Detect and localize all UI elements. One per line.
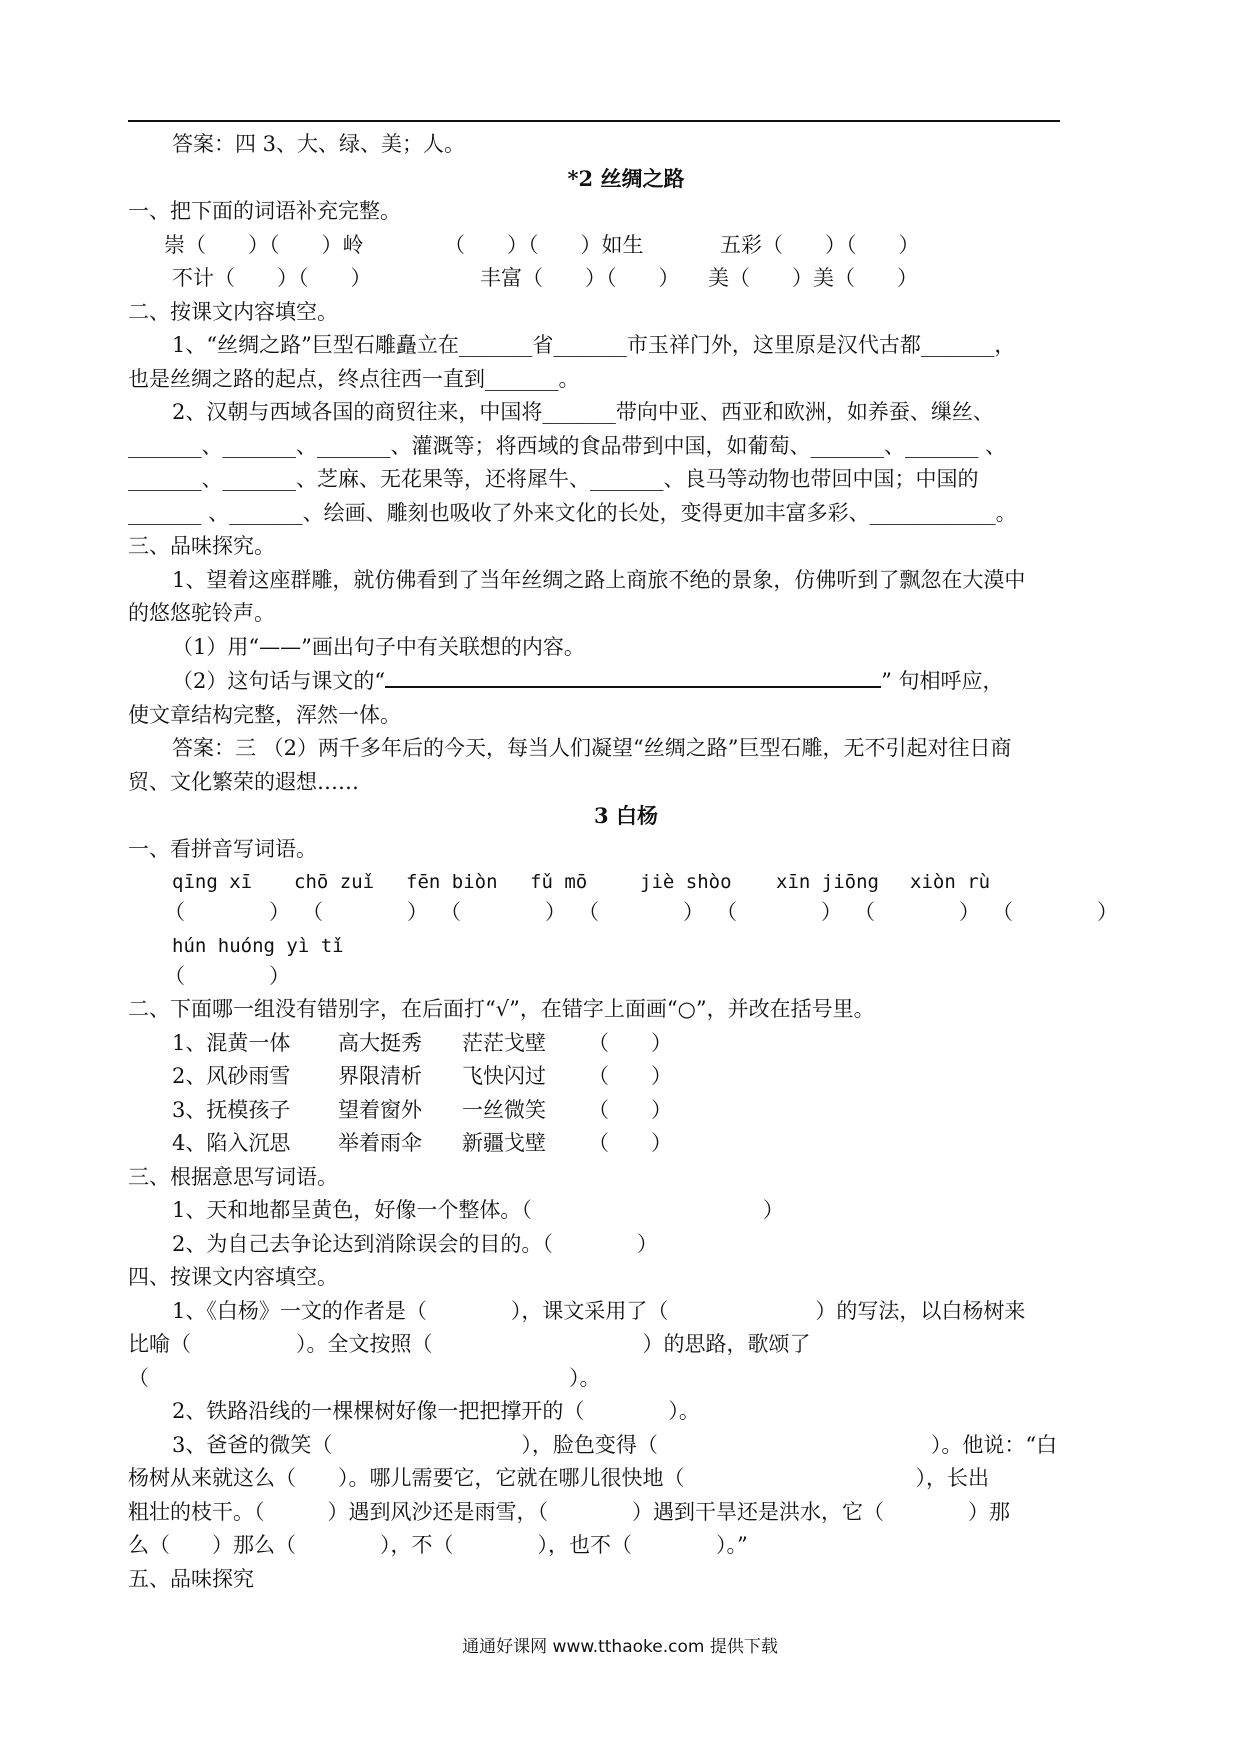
worksheet-content	[128, 128, 1124, 1596]
answer-paren: （ ）	[302, 900, 428, 924]
pinyin-row: hún huóng yì tǐ	[172, 934, 344, 957]
choice-item: 举着雨伞	[338, 1131, 422, 1155]
answer-paren: （ ）	[854, 900, 980, 924]
section-heading: 一、看拼音写词语。	[128, 836, 317, 861]
pinyin-item: xīn jiōng	[776, 871, 879, 893]
choice-item: 新疆戈壁	[462, 1131, 546, 1155]
question-line	[128, 664, 1124, 699]
fill-paragraph: 2、汉朝与西域各国的商贸往来，中国将_______带向中亚、西亚和欧洲，如养蚕、缫丝、	[172, 400, 994, 424]
pinyin-item: fēn biòn	[406, 871, 498, 893]
fill-paragraph: （ ）。	[128, 1365, 601, 1390]
pinyin-item: fǔ mō	[530, 871, 588, 893]
choice-item: 飞快闪过	[462, 1064, 546, 1088]
fill-paragraph: 么（ ）那么（ ），不（ ），也不（ ）。”	[128, 1533, 748, 1557]
word-item: 五彩（ ）（ ）	[720, 232, 920, 257]
fill-paragraph: 2、铁路沿线的一棵棵树好像一把把撑开的（ ）。	[172, 1399, 700, 1423]
choice-item: 4、陷入沉思	[172, 1131, 291, 1155]
word-row-1	[128, 229, 1124, 263]
word-item: 美（ ）美（ ）	[708, 266, 918, 290]
choice-item: 3、抚模孩子	[172, 1097, 291, 1122]
fill-paragraph: 1、“丝绸之路”巨型石雕矗立在_______省_______市玉祥门外，这里原是汉代古都_______，	[172, 333, 1016, 357]
pinyin-item: jiè shòo	[640, 871, 732, 893]
reading-paragraph: 的悠悠驼铃声。	[128, 601, 275, 625]
answer-line: 答案：四 3、大、绿、美；人。	[172, 132, 466, 156]
choice-item: 茫茫戈壁	[462, 1030, 546, 1055]
choice-paren: （ ）	[588, 1131, 672, 1155]
choice-paren: （ ）	[588, 1030, 672, 1055]
lesson3-title: 3 白杨	[594, 803, 658, 828]
answer-paren: （ ）	[992, 900, 1118, 924]
choice-row	[128, 1027, 1124, 1061]
paren-row	[128, 960, 1124, 994]
answer-paren: （ ）	[578, 900, 704, 924]
answer-paren: （ ）	[164, 900, 290, 924]
word-row-2	[128, 262, 1124, 296]
fill-paragraph: 粗壮的枝干。（ ）遇到风沙还是雨雪，（ ）遇到干旱还是洪水，它（ ）那	[128, 1499, 1010, 1524]
fill-paragraph: _______、_______、_______、灌溉等；将西域的食品带到中国，如葡萄、_______、_______ 、	[128, 433, 1007, 458]
choice-paren: （ ）	[588, 1097, 672, 1122]
fill-paragraph: _______ 、_______、绘画、雕刻也吸收了外来文化的长处，变得更加丰富多彩、____________。	[128, 500, 1017, 525]
answer-paren: （ ）	[716, 900, 842, 924]
choice-item: 2、风砂雨雪	[172, 1064, 291, 1088]
paren-row	[128, 896, 1124, 930]
lesson2-title: *2 丝绸之路	[567, 165, 685, 191]
fill-paragraph: 3、爸爸的微笑（ ），脸色变得（ ）。他说：“白	[172, 1432, 1058, 1457]
word-item: 不计（ ）（ ）	[172, 266, 372, 290]
answer-blank	[385, 664, 881, 688]
reading-paragraph: 1、望着这座群雕，就仿佛看到了当年丝绸之路上商旅不绝的景象，仿佛听到了飘忽在大漠中	[172, 567, 1026, 592]
fill-paragraph: 杨树从来就这么（ ）。哪儿需要它，它就在哪儿很快地（ ），长出	[128, 1466, 989, 1490]
choice-row	[128, 1094, 1124, 1128]
choice-row	[128, 1127, 1124, 1161]
fill-paragraph: _______、_______、芝麻、无花果等，还将犀牛、_______、良马等动物也带回中国；中国的	[128, 467, 979, 491]
section-heading: 二、下面哪一组没有错别字，在后面打“√”，在错字上面画“○”，并改在括号里。	[128, 997, 875, 1021]
question-line: 使文章结构完整，浑然一体。	[128, 702, 401, 727]
choice-item: 望着窗外	[338, 1097, 422, 1122]
question-text: ” 句相呼应，	[881, 669, 1004, 693]
section-heading: 二、按课文内容填空。	[128, 299, 338, 324]
choice-row	[128, 1060, 1124, 1094]
answer-paren: （ ）	[440, 900, 566, 924]
fill-paragraph: 1、《白杨》一文的作者是（ ），课文采用了（ ）的写法，以白杨树来	[172, 1298, 1026, 1323]
answer-line: 贸、文化繁荣的遐想……	[128, 769, 359, 794]
pinyin-item: qīng xī	[172, 871, 253, 893]
choice-paren: （ ）	[588, 1064, 672, 1088]
fill-paragraph: 比喻（ ）。全文按照（ ）的思路，歌颂了	[128, 1332, 811, 1356]
choice-item: 高大挺秀	[338, 1030, 422, 1055]
pinyin-row	[128, 866, 1124, 896]
word-item: （ ）（ ）如生	[444, 232, 644, 257]
word-item: 丰富（ ）（ ）	[480, 266, 680, 290]
question-line: 2、为自己去争论达到消除误会的目的。（ ）	[172, 1231, 658, 1256]
choice-item: 界限清析	[338, 1064, 422, 1088]
answer-line: 答案：三 （2）两千多年后的今天，每当人们凝望“丝绸之路”巨型石雕，无不引起对往日商	[172, 736, 1012, 760]
page-footer: 通通好课网 www.tthaoke.com 提供下载	[462, 1637, 778, 1657]
pinyin-item: chō zuǐ	[294, 871, 375, 893]
fill-paragraph: 也是丝绸之路的起点，终点往西一直到_______。	[128, 366, 580, 391]
section-heading: 四、按课文内容填空。	[128, 1265, 338, 1289]
section-heading: 三、根据意思写词语。	[128, 1164, 338, 1189]
section-heading: 五、品味探究	[128, 1566, 254, 1591]
question-text: （2）这句话与课文的“	[172, 669, 386, 693]
word-item: 崇（ ）（ ）岭	[164, 232, 364, 257]
pinyin-item: xiòn rù	[910, 871, 991, 893]
question-line: （1）用“——”画出句子中有关联想的内容。	[172, 634, 585, 659]
section-heading: 一、把下面的词语补充完整。	[128, 199, 401, 223]
question-line: 1、天和地都呈黄色，好像一个整体。（ ）	[172, 1198, 784, 1222]
answer-paren: （ ）	[164, 963, 290, 988]
choice-item: 1、混黄一体	[172, 1030, 291, 1055]
choice-item: 一丝微笑	[462, 1097, 546, 1122]
section-heading: 三、品味探究。	[128, 534, 275, 558]
top-rule	[128, 120, 1060, 122]
